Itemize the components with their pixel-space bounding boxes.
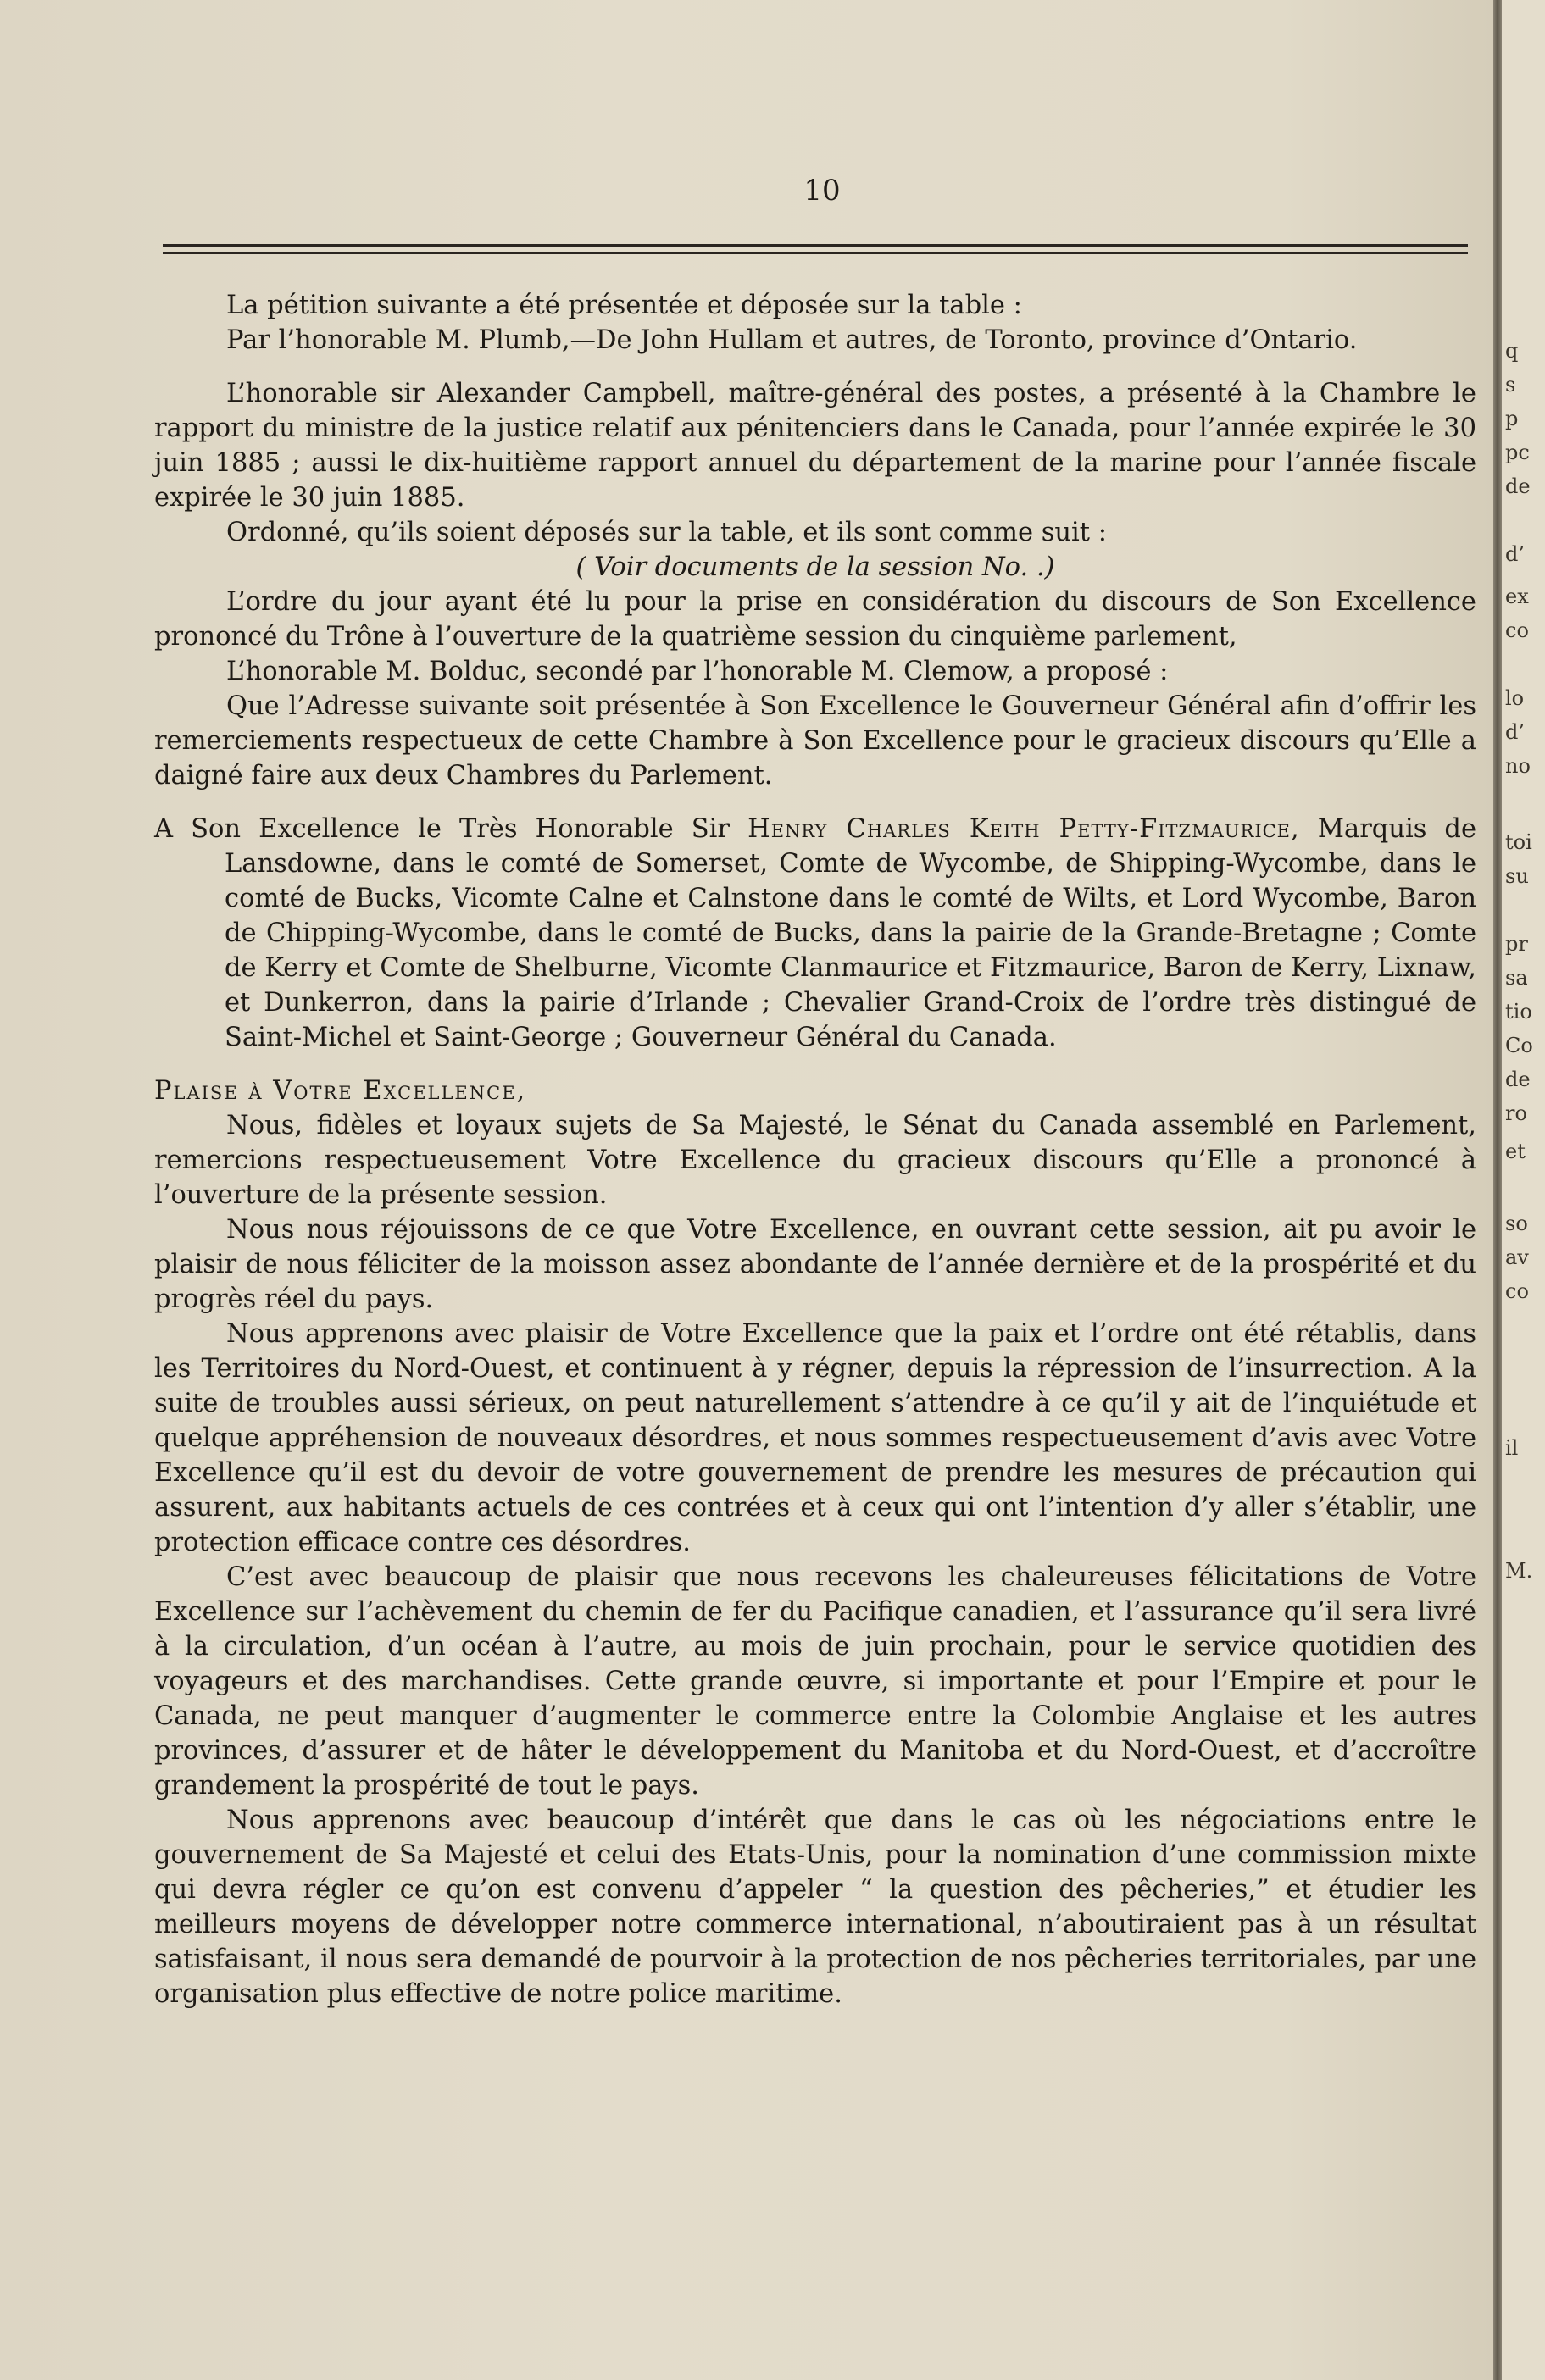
governor-name: Henry Charles Keith Petty-Fitzmaurice, bbox=[747, 814, 1300, 844]
fragment: p bbox=[1505, 407, 1519, 430]
fragment: d’ bbox=[1505, 720, 1525, 744]
header-rule-thin bbox=[163, 252, 1468, 254]
address-salutation bbox=[154, 812, 1476, 1055]
fragment: co bbox=[1505, 619, 1529, 642]
fragment: co bbox=[1505, 1279, 1529, 1303]
documents-reference: ( Voir documents de la session No. .) bbox=[575, 552, 1055, 582]
fragment: su bbox=[1505, 864, 1529, 888]
petition-entry: Par l’honorable M. Plumb,—De John Hullam et autres, de Toronto, province d’Ontario. bbox=[226, 325, 1358, 355]
address-paragraph-1: Nous, fidèles et loyaux sujets de Sa Majesté, le Sénat du Canada assemblé en Parlement, remercions respectueusement Votre Excellence du gracieux discours qu’Elle a prononcé à l’ouverture de la présente session. bbox=[154, 1111, 1476, 1210]
fragment: ex bbox=[1505, 585, 1529, 608]
fragment: so bbox=[1505, 1212, 1528, 1235]
motion-paragraph: L’honorable M. Bolduc, secondé par l’honorable M. Clemow, a proposé : bbox=[226, 657, 1169, 686]
fragment: s bbox=[1505, 373, 1516, 397]
fragment: de bbox=[1505, 1068, 1531, 1091]
fragment: Co bbox=[1505, 1034, 1533, 1057]
header-rule bbox=[163, 244, 1468, 247]
fragment: de bbox=[1505, 474, 1531, 498]
fragment: lo bbox=[1505, 686, 1525, 710]
fragment: et bbox=[1505, 1140, 1526, 1163]
plaise-heading: Plaise à Votre Excellence, bbox=[154, 1076, 527, 1106]
address-paragraph-4: C’est avec beaucoup de plaisir que nous recevons les chaleureuses félicitations de Votre Excellence sur l’achèvement du chemin de fer du Pacifique canadien, et l’assurance qu’il sera livré à la circulation, d’un océan à l’autre, au mois de juin prochain, pour le service quotidien des voyageurs et des marchandises. Cette grande œuvre, si importante et pour l’Empire et pour le Canada, ne peut manquer d’augmenter le commerce entre la Colombie Anglaise et les autres provinces, d’assurer et de hâter le développement du Manitoba et du Nord-Ouest, et d’accroître grandement la prospérité de tout le pays. bbox=[154, 1562, 1476, 1800]
fragment: q bbox=[1505, 339, 1519, 363]
fragment: ro bbox=[1505, 1101, 1527, 1125]
address-paragraph-3: Nous apprenons avec plaisir de Votre Excellence que la paix et l’ordre ont été rétablis, dans les Territoires du Nord-Ouest, et continuent à y régner, depuis la répression de l’insurrection. A la suite de troubles aussi sérieux, on peut naturellement s’attendre à ce qu’il y ait de l’inquiétude et quelque appréhension de nouveaux désordres, et nous sommes respectueusement d’avis avec Votre Excellence qu’il est du devoir de votre gouvernement de prendre les mesures de précaution qui assurent, aux habitants actuels de ces contrées et à ceux qui ont l’intention d’y aller s’établir, une protection efficace contre ces désordres. bbox=[154, 1319, 1476, 1557]
book-gutter bbox=[1493, 0, 1502, 2380]
fragment: no bbox=[1505, 754, 1531, 778]
fragment: pc bbox=[1505, 441, 1530, 464]
fragment: toi bbox=[1505, 830, 1532, 854]
fragment: tio bbox=[1505, 1000, 1532, 1024]
governor-titles: Marquis de Lansdowne, dans le comté de Somerset, Comte de Wycombe, de Shipping-Wycombe, dans le comté de Bucks, Vicomte Calne et Calnstone dans le comté de Wilts, et Lord Wycombe, Baron de Chipping-Wycombe, dans le comté de Bucks, dans la pairie de la Grande-Bretagne ; Comte de Kerry et Comte de Shelburne, Vicomte Clanmaurice et Fitzmaurice, Baron de Kerry, Lixnaw, et Dunkerron, dans la pairie d’Irlande ; Chevalier Grand-Croix de l’ordre très distingué de Saint-Michel et Saint-George ; Gouverneur Général du Canada. bbox=[225, 814, 1477, 1052]
report-paragraph: L’honorable sir Alexander Campbell, maître-général des postes, a présenté à la Chambre le rapport du ministre de la justice relatif aux pénitenciers dans le Canada, pour l’année expirée le 30 juin 1885 ; aussi le dix-huitième rapport annuel du département de la marine pour l’année fiscale expirée le 30 juin 1885. bbox=[154, 379, 1476, 513]
address-prefix: A Son Excellence le Très Honorable Sir bbox=[154, 814, 731, 844]
order-paragraph: Ordonné, qu’ils soient déposés sur la table, et ils sont comme suit : bbox=[226, 518, 1107, 547]
order-of-day-paragraph: L’ordre du jour ayant été lu pour la prise en considération du discours de Son Excellence prononcé du Trône à l’ouverture de la quatrième session du cinquième parlement, bbox=[154, 587, 1476, 652]
fragment: pr bbox=[1505, 932, 1528, 956]
petition-intro: La pétition suivante a été présentée et déposée sur la table : bbox=[226, 291, 1022, 320]
fragment: M. bbox=[1505, 1559, 1533, 1583]
fragment: sa bbox=[1505, 966, 1528, 990]
address-paragraph-5: Nous apprenons avec beaucoup d’intérêt que dans le cas où les négociations entre le gouvernement de Sa Majesté et celui des Etats-Unis, pour la nomination d’une commission mixte qui devra régler ce qu’on est convenu d’appeler “ la question des pêcheries,” et étudier les meilleurs moyens de développer notre commerce international, n’aboutiraient pas à un résultat satisfaisant, il nous sera demandé de pourvoir à la protection de nos pêcheries territoriales, par une organisation plus effective de notre police maritime. bbox=[154, 1806, 1476, 2009]
address-paragraph-2: Nous nous réjouissons de ce que Votre Excellence, en ouvrant cette session, ait pu avoir le plaisir de nous féliciter de la moisson assez abondante de l’année dernière et de la prospérité et du progrès réel du pays. bbox=[154, 1215, 1476, 1314]
address-motion: Que l’Adresse suivante soit présentée à Son Excellence le Gouverneur Général afin d’offrir les remerciements respectueux de cette Chambre à Son Excellence pour le gracieux discours qu’Elle a daigné faire aux deux Chambres du Parlement. bbox=[154, 691, 1476, 791]
document-body bbox=[154, 288, 1476, 2011]
adjacent-page-edge bbox=[1502, 0, 1545, 2380]
fragment: av bbox=[1505, 1245, 1529, 1269]
fragment: d’ bbox=[1505, 542, 1525, 566]
fragment: il bbox=[1505, 1436, 1519, 1460]
page-number: 10 bbox=[803, 174, 841, 208]
